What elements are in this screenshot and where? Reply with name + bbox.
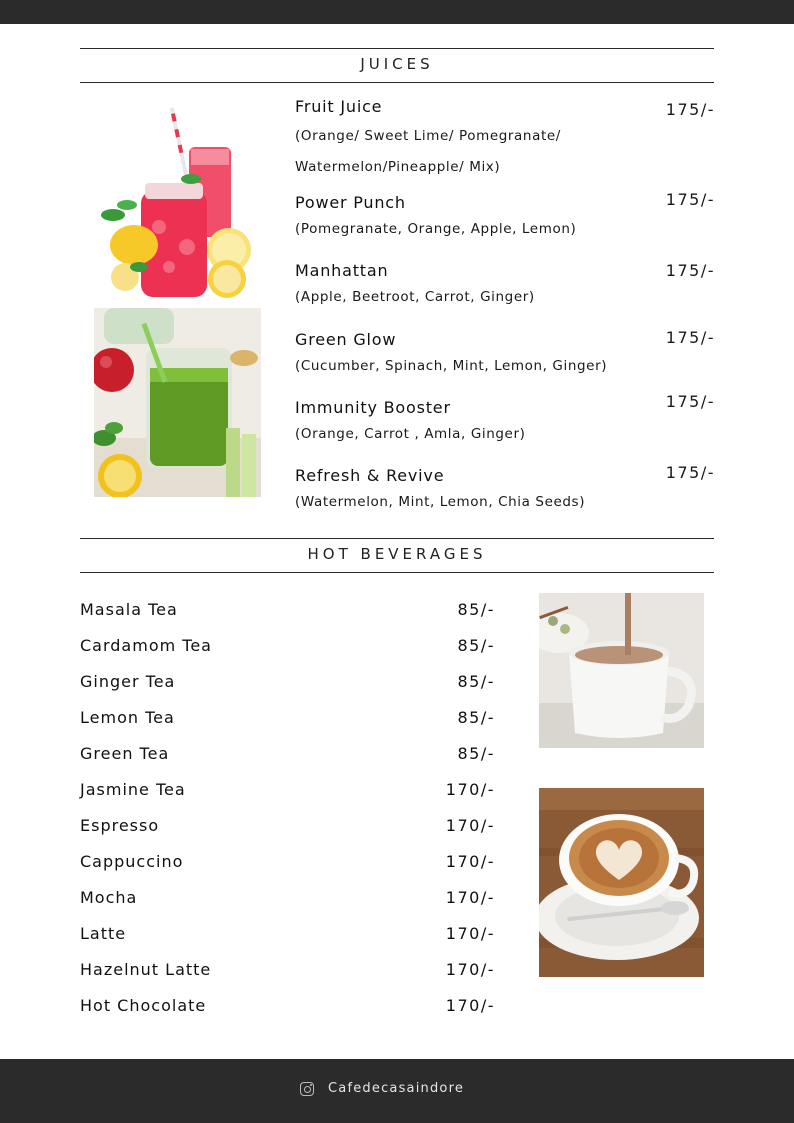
green-juice-image <box>94 308 261 497</box>
item-name: Fruit Juice <box>295 97 383 116</box>
item-price: 170/- <box>445 960 495 979</box>
item-price: 85/- <box>457 744 495 763</box>
menu-item <box>80 960 495 984</box>
item-name: Hot Chocolate <box>80 996 207 1015</box>
menu-item <box>80 744 495 768</box>
menu-item <box>80 888 495 912</box>
item-name: Mocha <box>80 888 138 907</box>
item-name: Manhattan <box>295 261 389 280</box>
item-description: (Orange, Carrot , Amla, Ginger) <box>295 426 526 442</box>
item-price: 175/- <box>665 261 715 280</box>
menu-item <box>80 780 495 804</box>
item-price: 85/- <box>457 672 495 691</box>
menu-item <box>80 600 495 624</box>
instagram-handle[interactable] <box>300 1081 464 1096</box>
menu-item <box>295 465 715 518</box>
item-price: 175/- <box>665 100 715 119</box>
item-price: 175/- <box>665 328 715 347</box>
divider <box>80 48 714 49</box>
item-description: (Watermelon, Mint, Lemon, Chia Seeds) <box>295 494 586 510</box>
instagram-handle-label: Cafedecasaindore <box>328 1081 465 1096</box>
item-price: 170/- <box>445 924 495 943</box>
item-name: Jasmine Tea <box>80 780 186 799</box>
divider <box>80 82 714 83</box>
divider <box>80 572 714 573</box>
item-price: 170/- <box>445 888 495 907</box>
cappuccino-image <box>539 788 704 977</box>
menu-item <box>295 392 715 450</box>
item-description: (Orange/ Sweet Lime/ Pomegranate/ Watermelon/Pineapple/ Mix) <box>295 128 561 175</box>
item-description: (Pomegranate, Orange, Apple, Lemon) <box>295 221 577 237</box>
instagram-icon <box>300 1082 314 1096</box>
red-juice-image <box>99 107 256 305</box>
item-description: (Apple, Beetroot, Carrot, Ginger) <box>295 289 535 305</box>
menu-item <box>80 816 495 840</box>
item-name: Cardamom Tea <box>80 636 212 655</box>
item-price: 170/- <box>445 852 495 871</box>
menu-item <box>80 924 495 948</box>
item-price: 85/- <box>457 636 495 655</box>
menu-item <box>80 636 495 660</box>
menu-item <box>80 996 495 1020</box>
item-name: Masala Tea <box>80 600 178 619</box>
menu-item <box>295 192 715 245</box>
top-bar <box>0 0 794 24</box>
item-name: Immunity Booster <box>295 398 451 417</box>
item-price: 170/- <box>445 816 495 835</box>
masala-tea-image <box>539 593 704 748</box>
menu-item <box>295 96 715 183</box>
item-price: 175/- <box>665 463 715 482</box>
menu-item <box>295 260 715 313</box>
menu-item <box>295 329 715 382</box>
item-name: Green Tea <box>80 744 170 763</box>
item-name: Green Glow <box>295 330 397 349</box>
divider <box>80 538 714 539</box>
menu-item <box>80 708 495 732</box>
menu-item <box>80 672 495 696</box>
item-name: Ginger Tea <box>80 672 176 691</box>
item-name: Cappuccino <box>80 852 184 871</box>
item-price: 170/- <box>445 780 495 799</box>
item-price: 85/- <box>457 708 495 727</box>
item-price: 85/- <box>457 600 495 619</box>
item-name: Espresso <box>80 816 160 835</box>
item-description: (Cucumber, Spinach, Mint, Lemon, Ginger) <box>295 358 608 374</box>
item-name: Latte <box>80 924 127 943</box>
item-price: 175/- <box>665 392 715 411</box>
item-name: Lemon Tea <box>80 708 175 727</box>
item-name: Refresh & Revive <box>295 466 445 485</box>
hot-beverages-title: HOT BEVERAGES <box>307 545 487 563</box>
menu-item <box>80 852 495 876</box>
item-price: 175/- <box>665 190 715 209</box>
juices-title: JUICES <box>360 55 434 73</box>
item-name: Hazelnut Latte <box>80 960 212 979</box>
footer <box>0 1059 794 1123</box>
item-price: 170/- <box>445 996 495 1015</box>
item-name: Power Punch <box>295 193 406 212</box>
